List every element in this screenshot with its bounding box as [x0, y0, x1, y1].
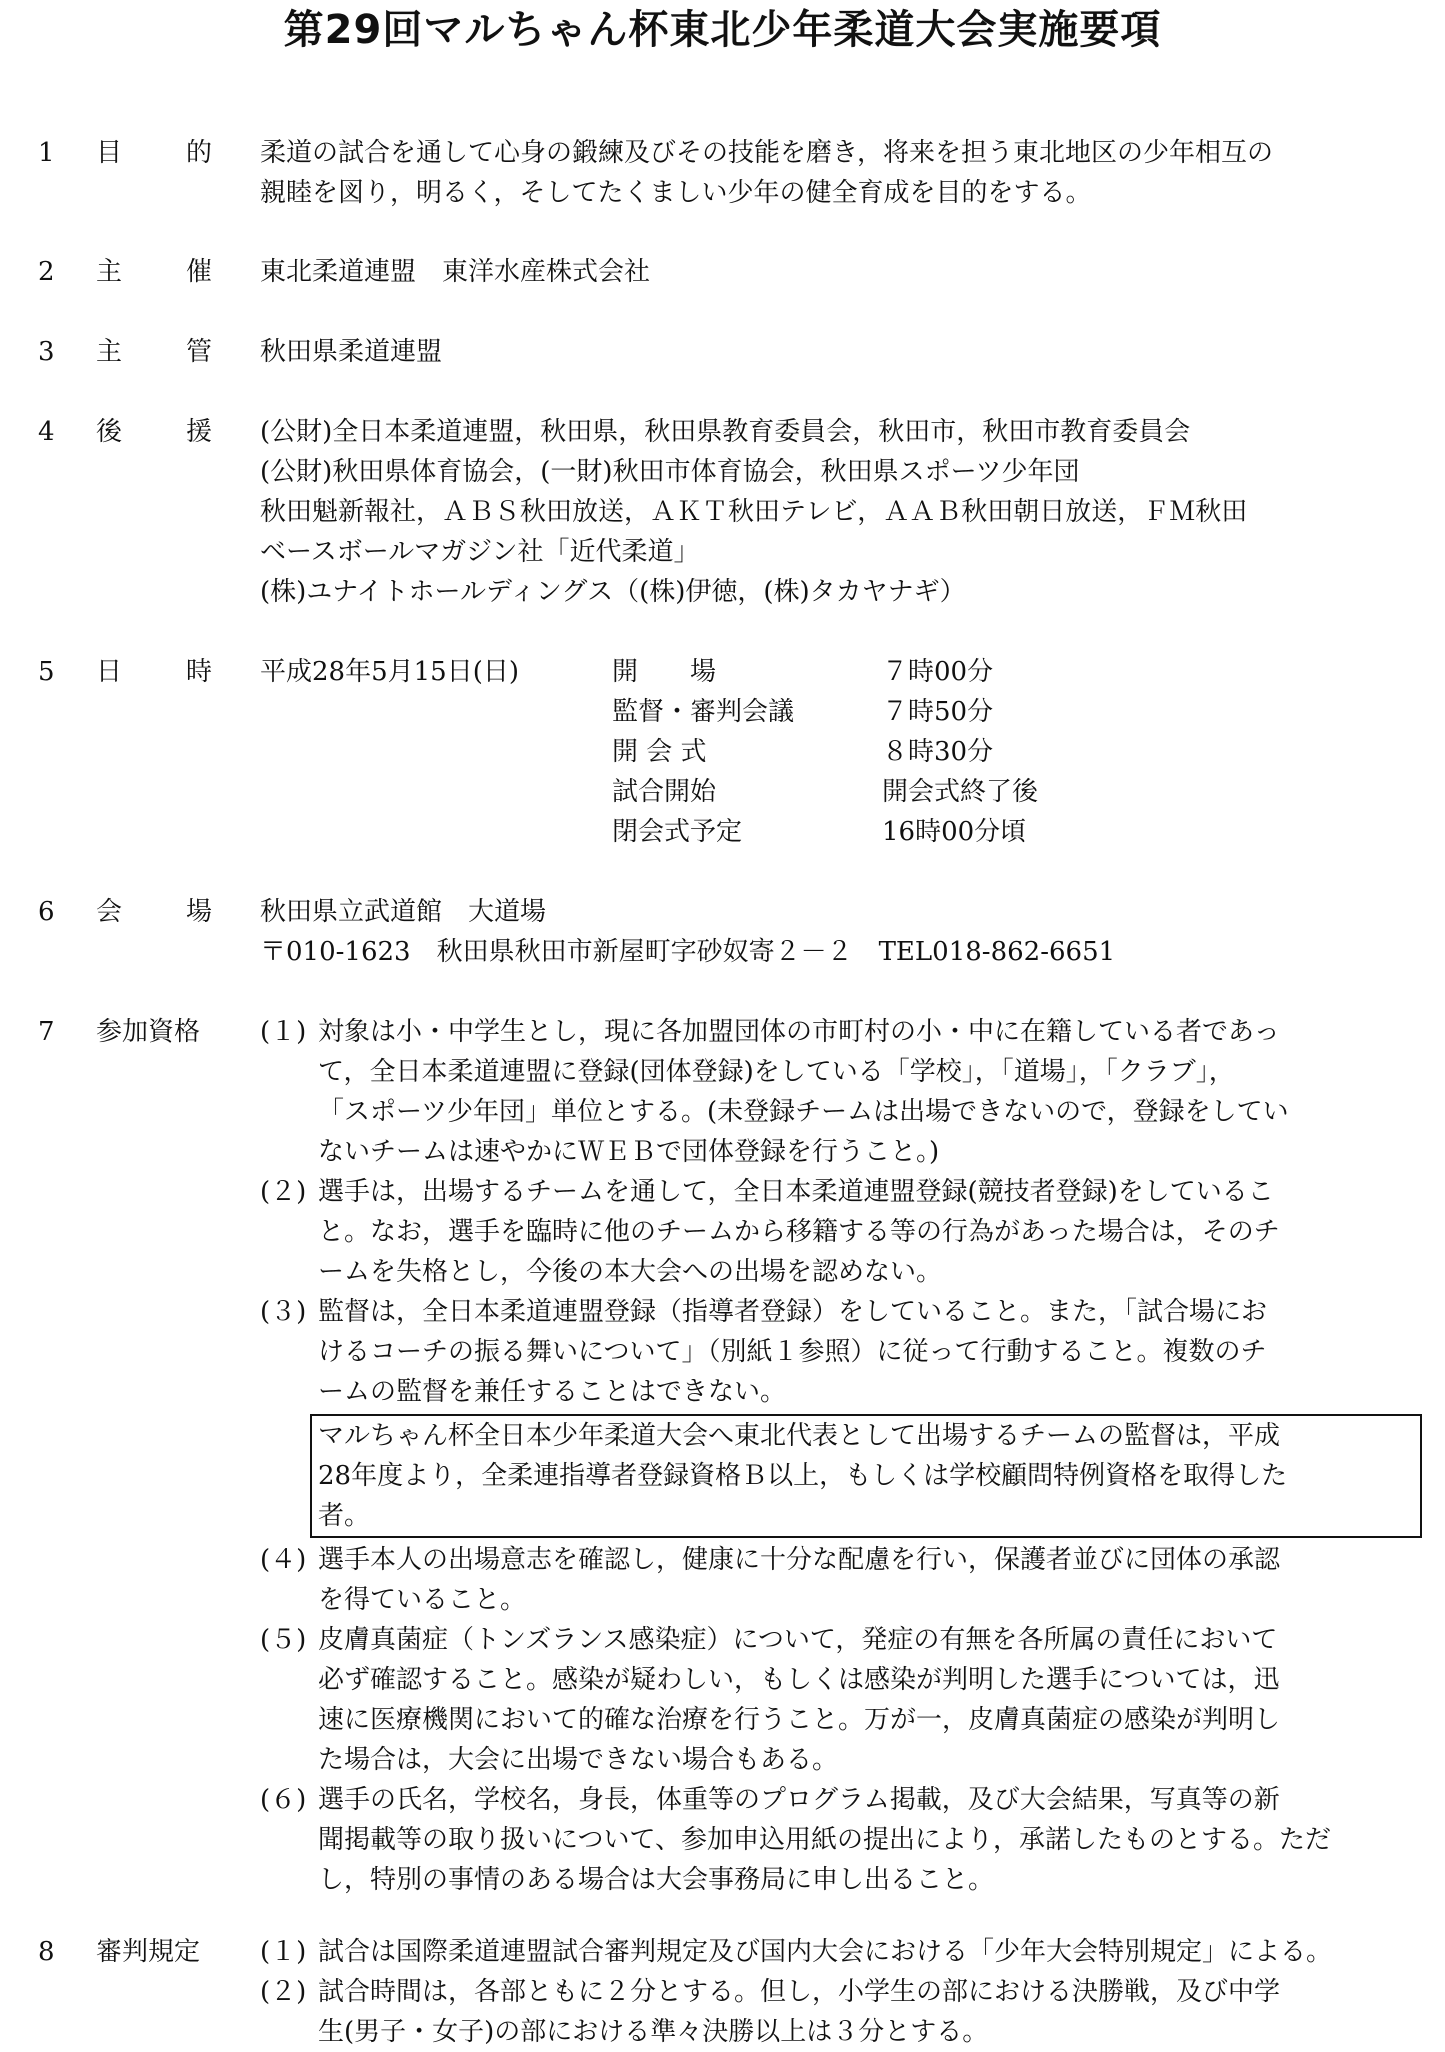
section-body — [260, 332, 1425, 372]
list-item — [260, 1780, 1425, 1900]
section-number: 5 — [38, 657, 55, 687]
section-label: 目 的 — [96, 138, 212, 168]
text-line: (公財)秋田県体育協会，(一財)秋田市体育協会，秋田県スポーツ少年団 — [260, 457, 1080, 487]
text-line: 柔道の試合を通して心身の鍛練及びその技能を磨き，将来を担う東北地区の少年相互の — [260, 138, 1273, 168]
schedule-time: ８時30分 — [882, 737, 994, 767]
section-label: 後 援 — [96, 417, 212, 447]
section-number: 7 — [38, 1017, 55, 1047]
text-line: 選手本人の出場意志を確認し，健康に十分な配慮を行い，保護者並びに団体の承認 — [318, 1545, 1281, 1575]
item-marker: (１) — [260, 1017, 307, 1047]
text-line: マルちゃん杯全日本少年柔道大会へ東北代表として出場するチームの監督は，平成 — [318, 1421, 1281, 1451]
item-marker: (５) — [260, 1625, 307, 1655]
text-line: 皮膚真菌症（トンズランス感染症）について，発症の有無を各所属の責任において — [318, 1625, 1278, 1655]
item-marker: (６) — [260, 1785, 307, 1815]
text-line: 選手は，出場するチームを通して，全日本柔道連盟登録(競技者登録)をしているこ — [318, 1177, 1274, 1207]
section-number: 3 — [38, 337, 55, 367]
section-number: 2 — [38, 257, 55, 287]
schedule-time: ７時50分 — [882, 697, 994, 727]
text-line: (株)ユナイトホールディングス（(株)伊徳，(株)タカヤナギ） — [260, 577, 966, 607]
schedule-event: 監督・審判会議 — [612, 697, 795, 727]
text-line: ームの監督を兼任することはできない。 — [318, 1377, 787, 1407]
text-line: て，全日本柔道連盟に登録(団体登録)をしている「学校」，「道場」，「クラブ」， — [318, 1057, 1235, 1087]
item-marker: (２) — [260, 1977, 307, 2007]
text-line: 聞掲載等の取り扱いについて、参加申込用紙の提出により，承諾したものとする。ただ — [318, 1825, 1331, 1855]
section-body — [260, 412, 1425, 612]
text-line: 選手の氏名，学校名，身長，体重等のプログラム掲載，及び大会結果，写真等の新 — [318, 1785, 1280, 1815]
text-line: ベースボールマガジン社「近代柔道」 — [260, 537, 700, 567]
section-body — [260, 133, 1425, 213]
event-date: 平成28年5月15日(日) — [260, 657, 519, 687]
notice-box — [310, 1414, 1422, 1538]
schedule-time: ７時00分 — [882, 657, 994, 687]
schedule-event: 開 会 式 — [612, 737, 707, 767]
section-number: 1 — [38, 138, 55, 168]
text-line: けるコーチの振る舞いについて」（別紙１参照）に従って行動すること。複数のチ — [318, 1337, 1267, 1367]
section-number: 4 — [38, 417, 55, 447]
schedule-row — [612, 692, 1112, 732]
item-marker: (１) — [260, 1937, 307, 1967]
document-title: 第29回マルちゃん杯東北少年柔道大会実施要項 — [283, 7, 1162, 53]
section-body — [260, 1932, 1425, 2052]
text-line: 親睦を図り，明るく，そしてたくましい少年の健全育成を目的をする。 — [260, 178, 1092, 208]
list-item — [260, 1172, 1425, 1292]
schedule-row — [612, 652, 1112, 692]
item-marker: (４) — [260, 1545, 307, 1575]
section-label: 日 時 — [96, 657, 212, 687]
list-item — [260, 1540, 1425, 1620]
schedule-time: 開会式終了後 — [882, 777, 1039, 807]
schedule-row — [612, 732, 1112, 772]
schedule-row — [612, 812, 1112, 852]
list-item — [260, 1012, 1425, 1172]
text-line: 東北柔道連盟 東洋水産株式会社 — [260, 257, 651, 287]
section-label: 参加資格 — [96, 1017, 201, 1047]
text-line: 必ず確認すること。感染が疑わしい，もしくは感染が判明した選手については，迅 — [318, 1665, 1280, 1695]
text-line: 「スポーツ少年団」単位とする。(未登録チームは出場できないので，登録をしてい — [318, 1097, 1289, 1127]
text-line: 秋田県立武道館 大道場 — [260, 897, 547, 927]
item-marker: (３) — [260, 1297, 307, 1327]
text-line: を得ていること。 — [318, 1585, 527, 1615]
section-label: 会 場 — [96, 897, 212, 927]
section-body — [260, 1012, 1425, 1900]
schedule-event: 開 場 — [612, 657, 717, 687]
list-item — [260, 1620, 1425, 1780]
text-line: 監督は，全日本柔道連盟登録（指導者登録）をしていること。また，「試合場にお — [318, 1297, 1268, 1327]
text-line: 28年度より，全柔連指導者登録資格Ｂ以上，もしくは学校顧問特例資格を取得した — [318, 1461, 1288, 1491]
text-line: た場合は，大会に出場できない場合もある。 — [318, 1745, 839, 1775]
schedule-event: 試合開始 — [612, 777, 717, 807]
text-line: 秋田魁新報社，ＡＢＳ秋田放送，ＡＫＴ秋田テレビ，ＡＡＢ秋田朝日放送，ＦＭ秋田 — [260, 497, 1248, 527]
item-marker: (２) — [260, 1177, 307, 1207]
text-line: ないチームは速やかにＷＥＢで団体登録を行うこと。) — [318, 1137, 940, 1167]
text-line: (公財)全日本柔道連盟，秋田県，秋田県教育委員会，秋田市，秋田市教育委員会 — [260, 417, 1191, 447]
section-number: 8 — [38, 1937, 55, 1967]
text-line: 速に医療機関において的確な治療を行うこと。万が一，皮膚真菌症の感染が判明し — [318, 1705, 1281, 1735]
text-line: 生(男子・女子)の部における準々決勝以上は３分とする。 — [318, 2017, 989, 2047]
schedule-table — [612, 652, 1112, 852]
list-item — [260, 1292, 1425, 1412]
text-line: 試合は国際柔道連盟試合審判規定及び国内大会における「少年大会特別規定」による。 — [318, 1937, 1333, 1967]
text-line: 試合時間は，各部ともに２分とする。但し，小学生の部における決勝戦，及び中学 — [318, 1977, 1281, 2007]
section-label: 審判規定 — [96, 1937, 201, 1967]
section-label: 主 管 — [96, 337, 212, 367]
text-line: 対象は小・中学生とし，現に各加盟団体の市町村の小・中に在籍している者であっ — [318, 1017, 1280, 1047]
section-body — [260, 252, 1425, 292]
section-number: 6 — [38, 897, 55, 927]
schedule-event: 閉会式予定 — [612, 817, 743, 847]
text-line: し，特別の事情のある場合は大会事務局に申し出ること。 — [318, 1865, 995, 1895]
list-item — [260, 1932, 1425, 1972]
list-item — [260, 1972, 1425, 2052]
schedule-time: 16時00分頃 — [882, 817, 1027, 847]
text-line: 者。 — [318, 1501, 371, 1531]
section-body — [260, 892, 1425, 972]
text-line: ームを失格とし，今後の本大会への出場を認めない。 — [318, 1257, 943, 1287]
section-label: 主 催 — [96, 257, 212, 287]
text-line: 秋田県柔道連盟 — [260, 337, 443, 367]
schedule-row — [612, 772, 1112, 812]
text-line: と。なお，選手を臨時に他のチームから移籍する等の行為があった場合は，そのチ — [318, 1217, 1280, 1247]
text-line: 〒010-1623 秋田県秋田市新屋町字砂奴寄２－２ TEL018-862-6651 — [260, 937, 1116, 967]
